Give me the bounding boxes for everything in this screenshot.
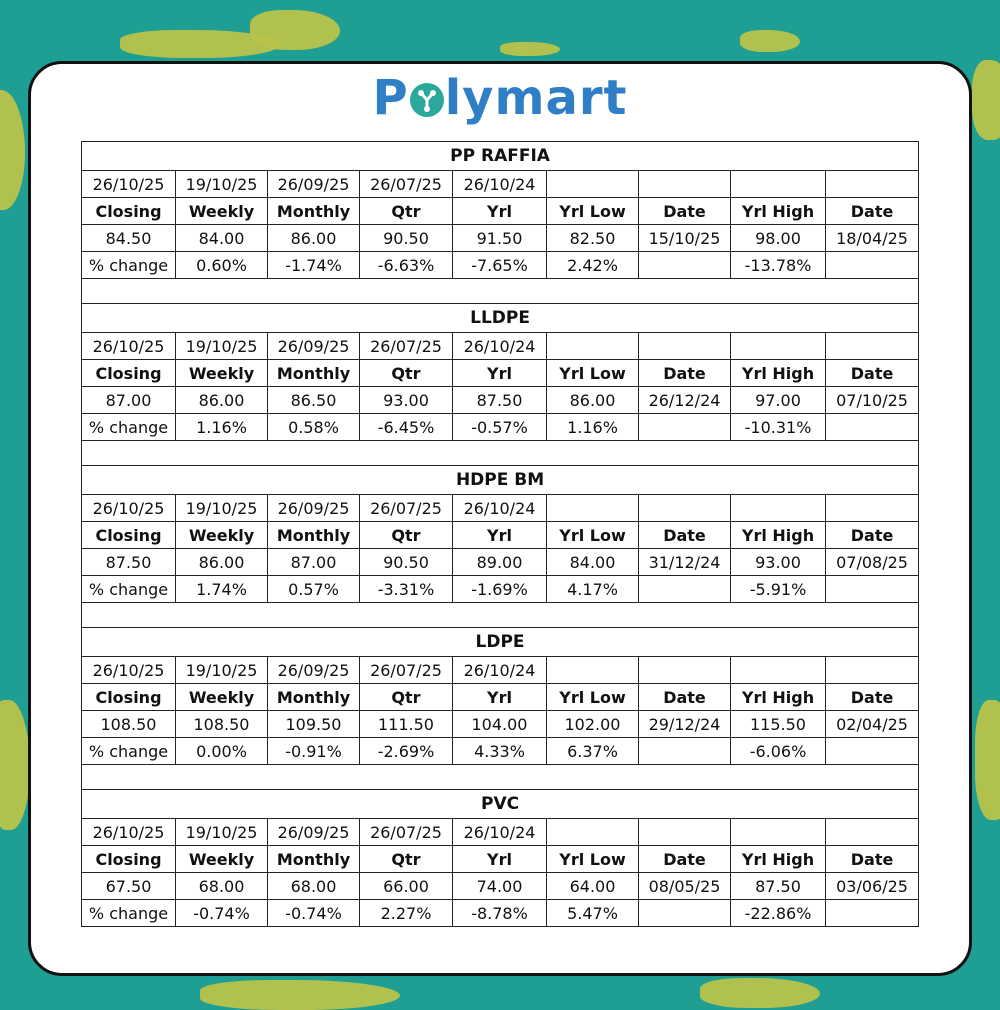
value-cell: 84.50 (82, 225, 176, 252)
percent-change-row (82, 738, 919, 765)
column-header: Date (826, 684, 919, 711)
date-cell: 26/07/25 (360, 819, 453, 846)
date-cell: 19/10/25 (176, 657, 268, 684)
column-header: Date (826, 360, 919, 387)
date-cell: 26/10/24 (453, 495, 547, 522)
column-header: Closing (82, 360, 176, 387)
column-header: Weekly (176, 522, 268, 549)
change-cell: -13.78% (731, 252, 826, 279)
date-cell (547, 657, 639, 684)
value-cell: 102.00 (547, 711, 639, 738)
value-cell: 89.00 (453, 549, 547, 576)
dates-row (82, 171, 919, 198)
value-cell: 08/05/25 (639, 873, 731, 900)
values-row (82, 873, 919, 900)
spacer-row (82, 441, 919, 466)
date-cell (639, 171, 731, 198)
change-cell: 5.47% (547, 900, 639, 927)
date-cell (826, 495, 919, 522)
value-cell: 82.50 (547, 225, 639, 252)
date-cell: 26/10/24 (453, 819, 547, 846)
date-cell (547, 171, 639, 198)
date-cell: 26/07/25 (360, 495, 453, 522)
change-cell: -22.86% (731, 900, 826, 927)
column-header-row (82, 360, 919, 387)
value-cell: 74.00 (453, 873, 547, 900)
column-header: Yrl Low (547, 198, 639, 225)
value-cell: 90.50 (360, 549, 453, 576)
column-header: Monthly (268, 522, 360, 549)
value-cell: 93.00 (731, 549, 826, 576)
value-cell: 86.00 (176, 549, 268, 576)
change-cell: 6.37% (547, 738, 639, 765)
column-header: Date (826, 198, 919, 225)
value-cell: 98.00 (731, 225, 826, 252)
date-cell: 26/10/24 (453, 657, 547, 684)
date-cell: 26/10/25 (82, 819, 176, 846)
change-cell: 0.60% (176, 252, 268, 279)
date-cell (731, 171, 826, 198)
change-cell: -0.74% (268, 900, 360, 927)
value-cell: 67.50 (82, 873, 176, 900)
value-cell: 02/04/25 (826, 711, 919, 738)
value-cell: 108.50 (176, 711, 268, 738)
change-cell (826, 252, 919, 279)
change-cell: 1.74% (176, 576, 268, 603)
date-cell (639, 333, 731, 360)
background-shape (250, 10, 340, 50)
logo-text-start: P (372, 70, 409, 126)
column-header: Date (826, 846, 919, 873)
change-cell: 0.00% (176, 738, 268, 765)
column-header: Monthly (268, 360, 360, 387)
column-header: Qtr (360, 198, 453, 225)
date-cell: 26/07/25 (360, 333, 453, 360)
value-cell: 66.00 (360, 873, 453, 900)
column-header: Date (639, 198, 731, 225)
polymart-logo (0, 70, 1000, 126)
column-header: Weekly (176, 198, 268, 225)
column-header-row (82, 522, 919, 549)
date-cell: 26/10/24 (453, 171, 547, 198)
date-cell (731, 819, 826, 846)
value-cell: 15/10/25 (639, 225, 731, 252)
date-cell: 26/09/25 (268, 657, 360, 684)
change-cell: -6.63% (360, 252, 453, 279)
column-header: Weekly (176, 360, 268, 387)
column-header: Monthly (268, 198, 360, 225)
change-cell (826, 738, 919, 765)
date-cell (547, 495, 639, 522)
change-cell: -0.74% (176, 900, 268, 927)
change-cell: 2.27% (360, 900, 453, 927)
date-cell: 26/10/25 (82, 495, 176, 522)
value-cell: 87.50 (731, 873, 826, 900)
section-title: LLDPE (82, 304, 919, 333)
section-title: PP RAFFIA (82, 142, 919, 171)
dates-row (82, 495, 919, 522)
background-shape (0, 700, 30, 830)
date-cell (731, 333, 826, 360)
change-cell: -3.31% (360, 576, 453, 603)
values-row (82, 549, 919, 576)
change-cell: 4.33% (453, 738, 547, 765)
change-cell (826, 576, 919, 603)
value-cell: 109.50 (268, 711, 360, 738)
value-cell: 68.00 (268, 873, 360, 900)
change-cell (826, 414, 919, 441)
date-cell: 26/10/25 (82, 657, 176, 684)
date-cell (731, 495, 826, 522)
date-cell (547, 333, 639, 360)
column-header: Yrl (453, 198, 547, 225)
date-cell: 19/10/25 (176, 171, 268, 198)
value-cell: 86.00 (176, 387, 268, 414)
value-cell: 64.00 (547, 873, 639, 900)
date-cell: 26/09/25 (268, 819, 360, 846)
date-cell: 26/09/25 (268, 495, 360, 522)
column-header: Date (639, 684, 731, 711)
change-cell: -8.78% (453, 900, 547, 927)
column-header: Date (826, 522, 919, 549)
background-shape (200, 980, 400, 1010)
date-cell (639, 495, 731, 522)
dates-row (82, 657, 919, 684)
change-cell: -5.91% (731, 576, 826, 603)
spacer-row (82, 603, 919, 628)
change-cell: -0.57% (453, 414, 547, 441)
change-cell: -6.06% (731, 738, 826, 765)
spacer-row (82, 765, 919, 790)
percent-change-row (82, 252, 919, 279)
value-cell: 87.50 (453, 387, 547, 414)
value-cell: 108.50 (82, 711, 176, 738)
column-header: Yrl Low (547, 846, 639, 873)
price-table (81, 141, 919, 927)
value-cell: 84.00 (176, 225, 268, 252)
background-shape (700, 978, 820, 1008)
spacer-cell (82, 603, 919, 628)
values-row (82, 387, 919, 414)
change-cell (639, 900, 731, 927)
value-cell: 07/08/25 (826, 549, 919, 576)
column-header: Closing (82, 684, 176, 711)
value-cell: 87.00 (82, 387, 176, 414)
values-row (82, 711, 919, 738)
value-cell: 97.00 (731, 387, 826, 414)
change-cell (639, 414, 731, 441)
date-cell (826, 819, 919, 846)
date-cell: 26/09/25 (268, 333, 360, 360)
date-cell: 19/10/25 (176, 495, 268, 522)
value-cell: 86.50 (268, 387, 360, 414)
background-shape (500, 42, 560, 56)
column-header: Qtr (360, 360, 453, 387)
percent-change-row (82, 414, 919, 441)
change-cell (826, 900, 919, 927)
spacer-row (82, 279, 919, 304)
column-header: Weekly (176, 846, 268, 873)
logo-mark-icon (410, 83, 444, 117)
value-cell: 87.50 (82, 549, 176, 576)
change-cell: % change (82, 414, 176, 441)
section-title-row (82, 466, 919, 495)
change-cell: % change (82, 576, 176, 603)
value-cell: 93.00 (360, 387, 453, 414)
change-cell: 4.17% (547, 576, 639, 603)
date-cell (826, 171, 919, 198)
column-header: Yrl (453, 684, 547, 711)
section-title: LDPE (82, 628, 919, 657)
date-cell (826, 333, 919, 360)
column-header: Yrl High (731, 198, 826, 225)
column-header-row (82, 198, 919, 225)
change-cell: -1.69% (453, 576, 547, 603)
column-header: Date (639, 360, 731, 387)
date-cell: 19/10/25 (176, 333, 268, 360)
date-cell (639, 819, 731, 846)
column-header: Yrl High (731, 846, 826, 873)
value-cell: 115.50 (731, 711, 826, 738)
change-cell: 0.58% (268, 414, 360, 441)
date-cell (547, 819, 639, 846)
column-header: Yrl High (731, 522, 826, 549)
change-cell: -1.74% (268, 252, 360, 279)
date-cell: 26/07/25 (360, 171, 453, 198)
column-header: Weekly (176, 684, 268, 711)
column-header: Date (639, 522, 731, 549)
change-cell: -6.45% (360, 414, 453, 441)
change-cell (639, 252, 731, 279)
column-header: Closing (82, 198, 176, 225)
section-title: HDPE BM (82, 466, 919, 495)
date-cell (826, 657, 919, 684)
change-cell: 1.16% (547, 414, 639, 441)
value-cell: 111.50 (360, 711, 453, 738)
column-header: Yrl (453, 846, 547, 873)
dates-row (82, 333, 919, 360)
value-cell: 91.50 (453, 225, 547, 252)
section-title-row (82, 790, 919, 819)
column-header: Closing (82, 522, 176, 549)
background-shape (975, 700, 1000, 820)
change-cell: % change (82, 738, 176, 765)
column-header: Monthly (268, 684, 360, 711)
spacer-cell (82, 441, 919, 466)
value-cell: 90.50 (360, 225, 453, 252)
values-row (82, 225, 919, 252)
change-cell: -7.65% (453, 252, 547, 279)
value-cell: 87.00 (268, 549, 360, 576)
column-header: Yrl (453, 522, 547, 549)
date-cell: 26/10/25 (82, 333, 176, 360)
section-title-row (82, 304, 919, 333)
percent-change-row (82, 900, 919, 927)
value-cell: 86.00 (268, 225, 360, 252)
change-cell: 0.57% (268, 576, 360, 603)
value-cell: 68.00 (176, 873, 268, 900)
section-title-row (82, 628, 919, 657)
change-cell (639, 576, 731, 603)
column-header: Date (639, 846, 731, 873)
column-header: Closing (82, 846, 176, 873)
spacer-cell (82, 765, 919, 790)
percent-change-row (82, 576, 919, 603)
background-shape (740, 30, 800, 52)
column-header: Yrl (453, 360, 547, 387)
column-header-row (82, 846, 919, 873)
spacer-cell (82, 279, 919, 304)
section-title: PVC (82, 790, 919, 819)
column-header: Yrl Low (547, 522, 639, 549)
column-header: Monthly (268, 846, 360, 873)
column-header: Yrl High (731, 684, 826, 711)
value-cell: 29/12/24 (639, 711, 731, 738)
value-cell: 86.00 (547, 387, 639, 414)
date-cell: 19/10/25 (176, 819, 268, 846)
date-cell: 26/09/25 (268, 171, 360, 198)
date-cell: 26/10/24 (453, 333, 547, 360)
price-tables (81, 141, 918, 927)
value-cell: 07/10/25 (826, 387, 919, 414)
column-header: Yrl High (731, 360, 826, 387)
column-header-row (82, 684, 919, 711)
value-cell: 03/06/25 (826, 873, 919, 900)
column-header: Yrl Low (547, 684, 639, 711)
change-cell: % change (82, 900, 176, 927)
date-cell: 26/07/25 (360, 657, 453, 684)
column-header: Yrl Low (547, 360, 639, 387)
change-cell: -10.31% (731, 414, 826, 441)
section-title-row (82, 142, 919, 171)
change-cell: 2.42% (547, 252, 639, 279)
value-cell: 18/04/25 (826, 225, 919, 252)
change-cell (639, 738, 731, 765)
change-cell: -2.69% (360, 738, 453, 765)
change-cell: % change (82, 252, 176, 279)
column-header: Qtr (360, 846, 453, 873)
date-cell: 26/10/25 (82, 171, 176, 198)
value-cell: 84.00 (547, 549, 639, 576)
date-cell (639, 657, 731, 684)
date-cell (731, 657, 826, 684)
value-cell: 104.00 (453, 711, 547, 738)
change-cell: -0.91% (268, 738, 360, 765)
dates-row (82, 819, 919, 846)
change-cell: 1.16% (176, 414, 268, 441)
column-header: Qtr (360, 522, 453, 549)
logo-text-end: lymart (444, 70, 628, 126)
value-cell: 26/12/24 (639, 387, 731, 414)
value-cell: 31/12/24 (639, 549, 731, 576)
column-header: Qtr (360, 684, 453, 711)
